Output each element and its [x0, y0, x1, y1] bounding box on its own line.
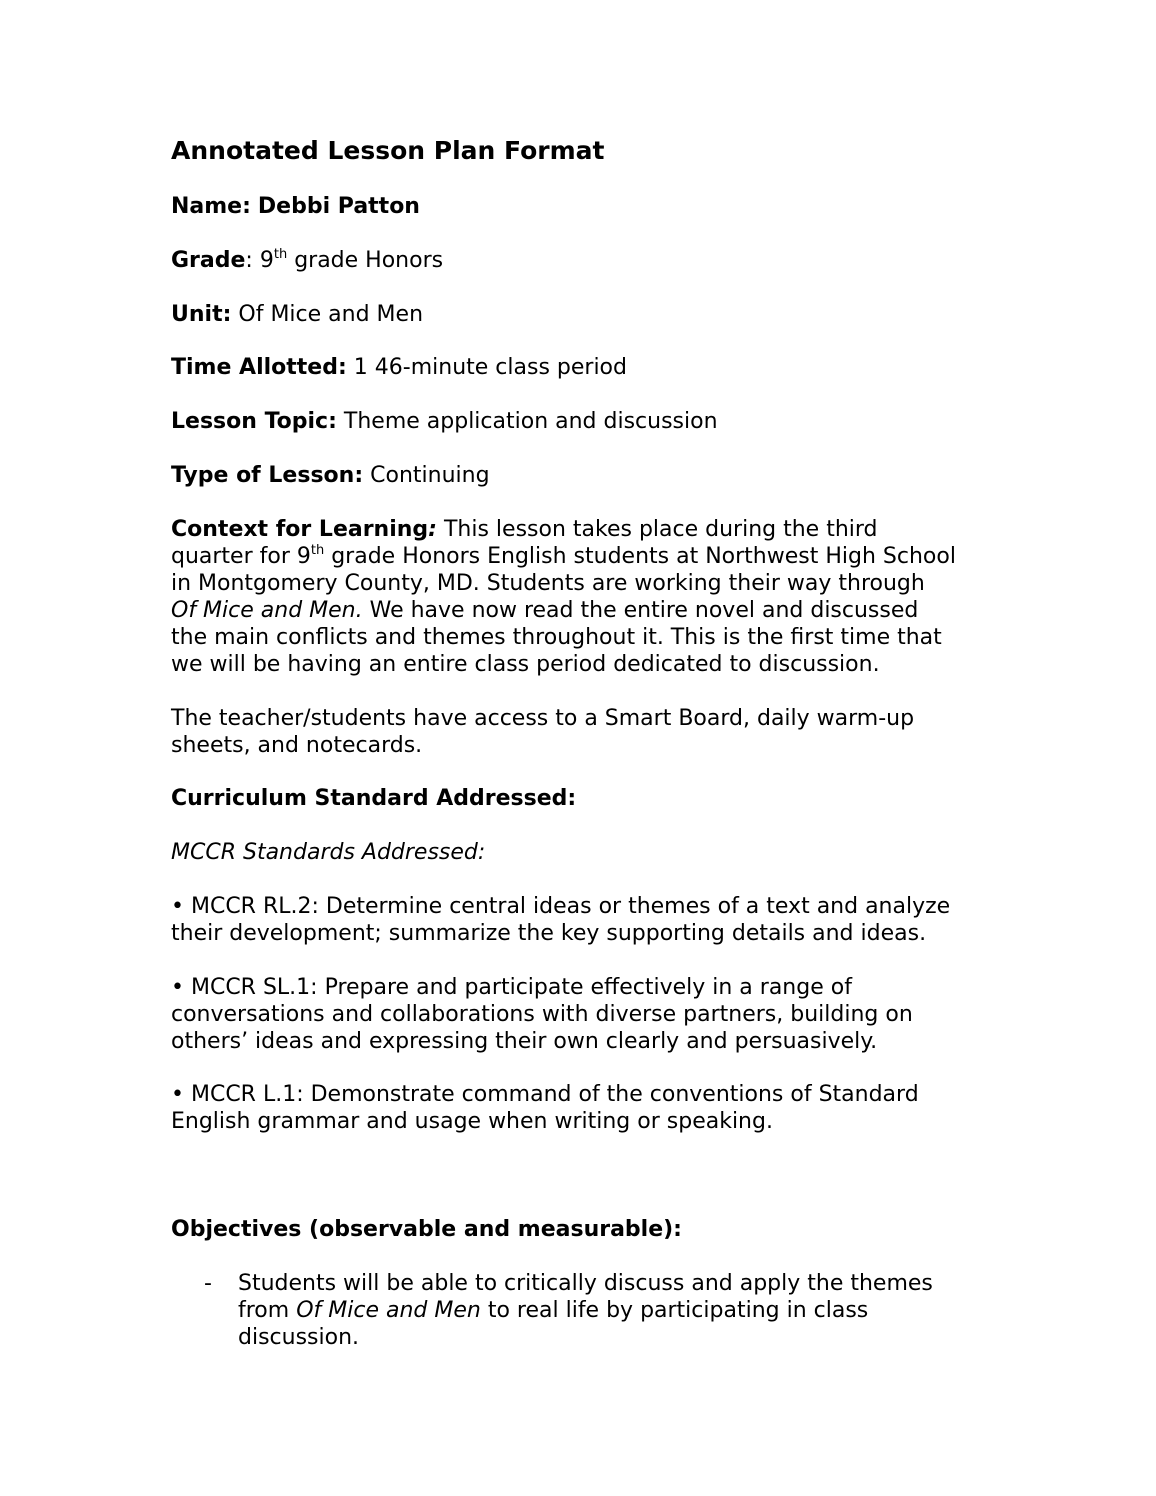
- context-paragraph: Context for Learning: This lesson takes place during the third quarter for 9th grade Honors English students at Northwest High School in Montgomery County, MD. Students are working their way through Of Mice and Men. We have now read the entire novel and discussed the main conflicts and themes throughout it. This is the first time that we will be having an entire class period dedicated to discussion.: [171, 517, 956, 677]
- standard-item: • MCCR RL.2: Determine central ideas or themes of a text and analyze their development; summarize the key supporting details and ideas.: [171, 894, 951, 946]
- time-line: [171, 354, 1001, 381]
- objectives-heading: Objectives (observable and measurable):: [171, 1217, 682, 1242]
- resources-paragraph: The teacher/students have access to a Smart Board, daily warm-up sheets, and notecards.: [171, 706, 915, 758]
- name-label: Name:: [171, 194, 251, 219]
- grade-value: grade Honors: [294, 248, 444, 273]
- topic-label: Lesson Topic:: [171, 409, 337, 434]
- standard-item: • MCCR SL.1: Prepare and participate effectively in a range of conversations and collaborations with diverse partners, building on others’ ideas and expressing their own clearly and persuasively.: [171, 975, 913, 1054]
- grade-sep: :: [245, 248, 253, 273]
- document-title: Annotated Lesson Plan Format: [171, 136, 605, 165]
- unit-value: Of Mice and Men: [238, 302, 424, 327]
- curriculum-heading: Curriculum Standard Addressed:: [171, 786, 577, 811]
- context-colon: :: [428, 517, 437, 542]
- grade-suffix: th: [273, 246, 288, 262]
- unit-line: [171, 301, 1001, 328]
- standards-subheading: MCCR Standards Addressed:: [171, 840, 486, 865]
- time-value: 1 46-minute class period: [353, 355, 627, 380]
- grade-line: [171, 247, 1001, 274]
- novel-title: Of Mice and Men.: [171, 598, 363, 623]
- unit-label: Unit:: [171, 302, 232, 327]
- topic-line: [171, 408, 1001, 435]
- name-value: Debbi Patton: [257, 194, 420, 219]
- context-label: Context for Learning: [171, 517, 429, 542]
- name-line: [171, 193, 1001, 220]
- objective-item: - Students will be able to critically discuss and apply the themes from Of Mice and Men to real life by participating in class discussion.: [204, 1271, 933, 1350]
- list-dash: -: [204, 1271, 212, 1296]
- type-value: Continuing: [370, 463, 490, 488]
- type-line: [171, 462, 1001, 489]
- topic-value: Theme application and discussion: [343, 409, 718, 434]
- standard-item: • MCCR L.1: Demonstrate command of the conventions of Standard English grammar and usage when writing or speaking.: [171, 1082, 919, 1134]
- type-label: Type of Lesson:: [171, 463, 364, 488]
- time-label: Time Allotted:: [171, 355, 347, 380]
- grade-number: 9: [259, 248, 274, 273]
- novel-title: Of Mice and Men: [296, 1298, 481, 1323]
- grade-label: Grade: [171, 248, 246, 273]
